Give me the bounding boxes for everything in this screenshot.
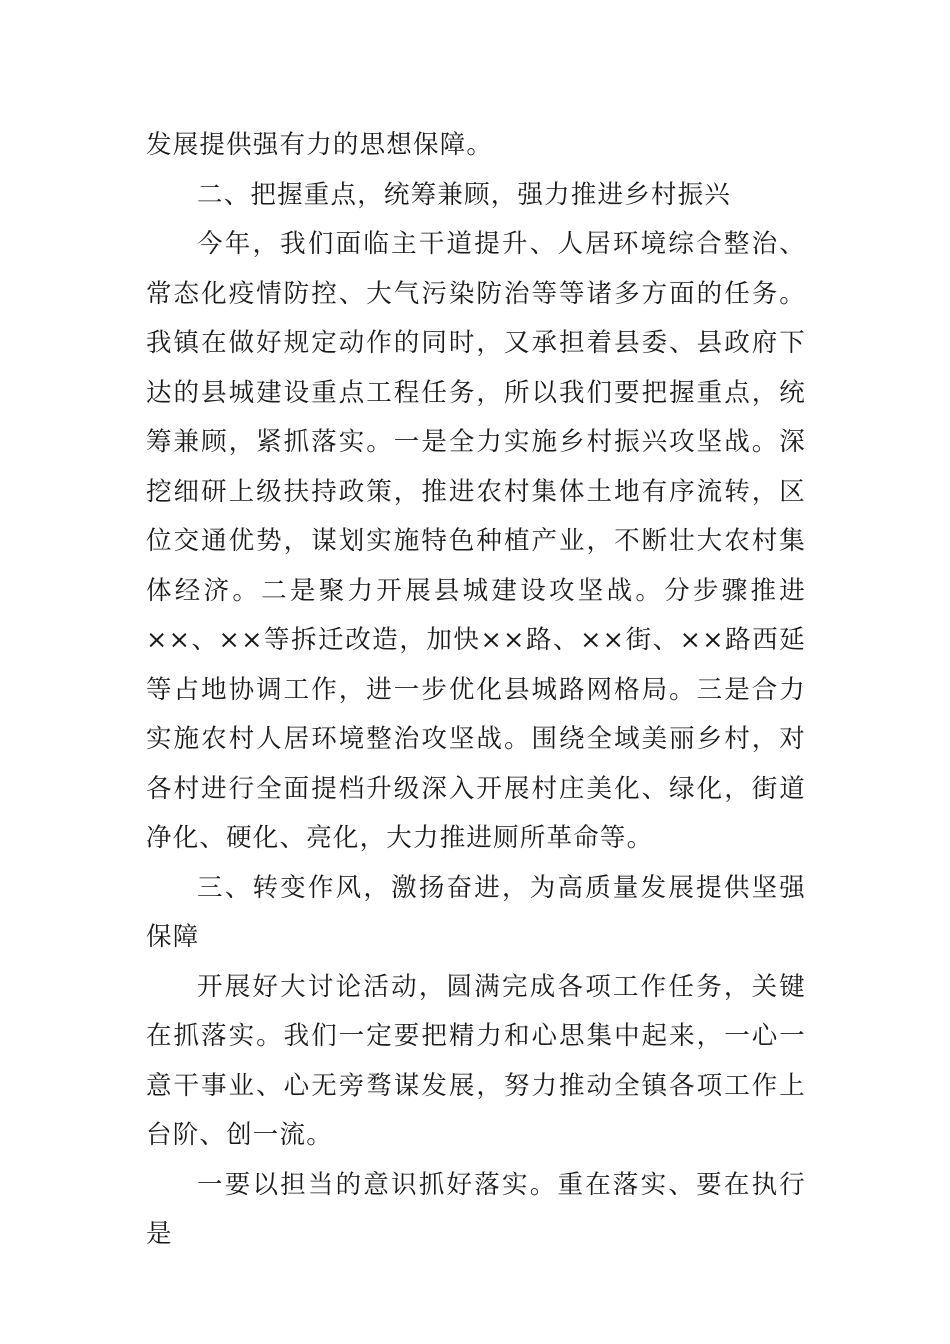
paragraph-responsibility: 一要以担当的意识抓好落实。重在落实、要在执行是 <box>146 1169 806 1249</box>
paragraph-discussion-activity: 开展好大讨论活动，圆满完成各项工作任务，关键在抓落实。我们一定要把精力和心思集中起来，一心一意干事业、心无旁骛谋发展，努力推动全镇各项工作上台阶、创一流。 <box>146 971 806 1150</box>
section-heading-two: 二、把握重点，统筹兼顾，强力推进乡村振兴 <box>197 179 732 210</box>
document-body <box>146 121 806 1260</box>
paragraph-continuation: 发展提供强有力的思想保障。 <box>146 130 494 160</box>
section-heading-three: 三、转变作风，激扬奋进，为高质量发展提供坚强保障 <box>146 872 806 952</box>
paragraph-rural-revitalization: 今年，我们面临主干道提升、人居环境综合整治、常态化疫情防控、大气污染防治等等诸多方面的任务。我镇在做好规定动作的同时，又承担着县委、县政府下达的县城建设重点工程任务，所以我们要把握重点，统筹兼顾，紧抓落实。一是全力实施乡村振兴攻坚战。深挖细研上级扶持政策，推进农村集体土地有序流转，区位交通优势，谋划实施特色种植产业，不断壮大农村集体经济。二是聚力开展县城建设攻坚战。分步骤推进××、××等拆迁改造，加快××路、××街、××路西延等占地协调工作，进一步优化县城路网格局。三是合力实施农村人居环境整治攻坚战。围绕全域美丽乡村，对各村进行全面提档升级深入开展村庄美化、绿化，街道净化、硬化、亮化，大力推进厕所革命等。 <box>146 229 806 853</box>
